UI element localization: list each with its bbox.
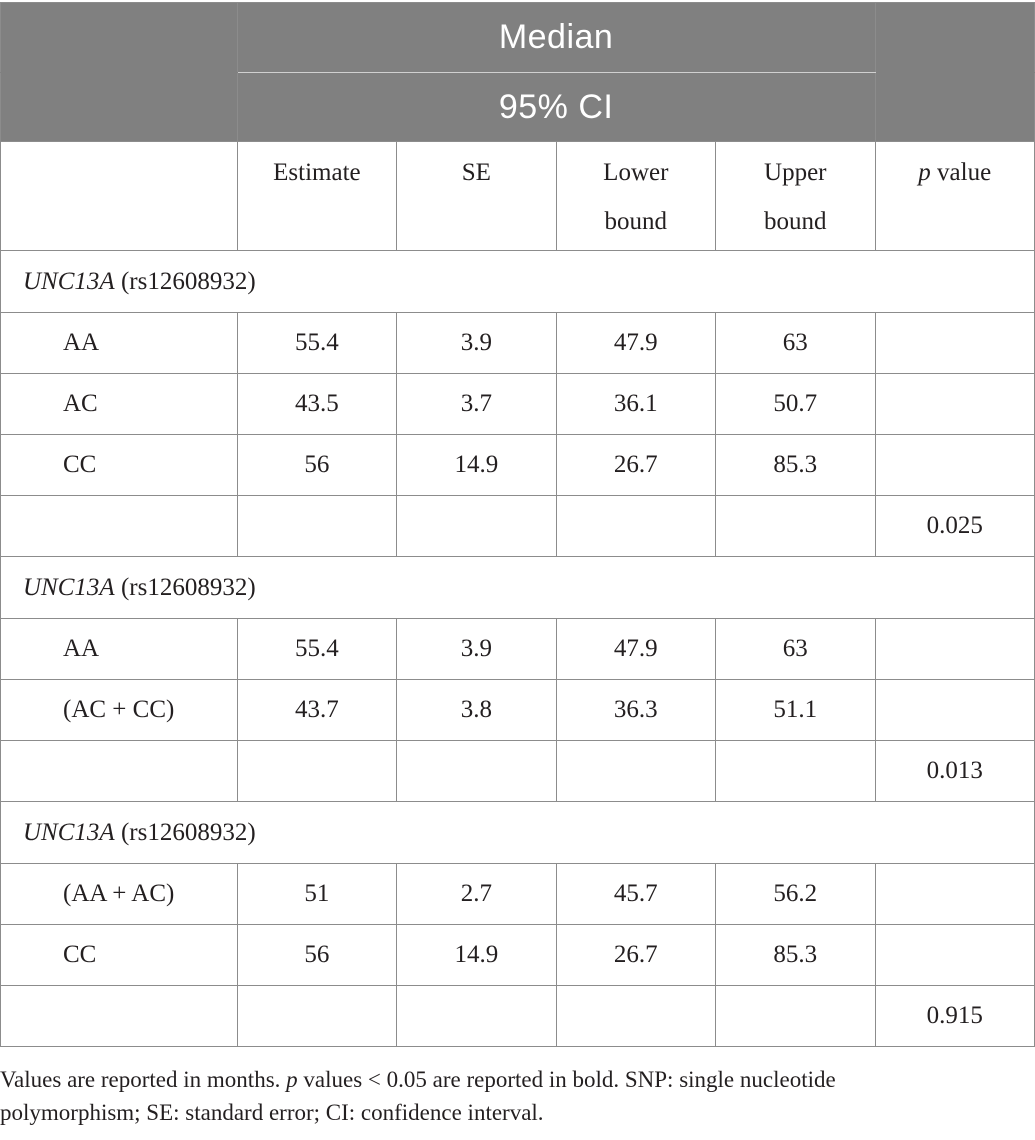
table-row — [1, 374, 1035, 435]
group-label — [1, 557, 1035, 619]
lower-cell: 47.9 — [556, 619, 715, 680]
se-cell: 3.7 — [397, 374, 556, 435]
estimate-cell: 55.4 — [237, 313, 396, 374]
p-value-row — [1, 986, 1035, 1047]
empty-cell — [397, 986, 556, 1047]
column-header-blank — [1, 142, 238, 251]
upper-cell: 63 — [716, 313, 875, 374]
empty-cell — [1, 741, 238, 802]
snp-id: (rs12608932) — [114, 818, 256, 846]
header-blank-right-2 — [875, 73, 1035, 142]
footnote-text: Values are reported in months. — [0, 1067, 287, 1092]
p-cell — [875, 925, 1035, 986]
upper-bound-line2: bound — [764, 208, 827, 235]
p-italic: p — [918, 159, 931, 186]
snp-id: (rs12608932) — [114, 267, 256, 295]
column-header-estimate: Estimate — [237, 142, 396, 251]
p-value: 0.025 — [875, 496, 1035, 557]
footnote-text: values < 0.05 are reported in bold. SNP: single nucleotide — [297, 1067, 836, 1092]
column-header-se: SE — [397, 142, 556, 251]
p-value: 0.915 — [875, 986, 1035, 1047]
group-label — [1, 251, 1035, 313]
header-blank-left — [1, 3, 238, 73]
lower-cell: 26.7 — [556, 435, 715, 496]
empty-cell — [556, 496, 715, 557]
upper-cell: 50.7 — [716, 374, 875, 435]
lower-cell: 45.7 — [556, 864, 715, 925]
upper-cell: 56.2 — [716, 864, 875, 925]
group-row — [1, 557, 1035, 619]
p-cell — [875, 619, 1035, 680]
genotype-label: AA — [1, 619, 238, 680]
empty-cell — [397, 741, 556, 802]
column-header-lower-bound — [556, 142, 715, 251]
se-cell: 14.9 — [397, 925, 556, 986]
upper-cell: 85.3 — [716, 925, 875, 986]
empty-cell — [397, 496, 556, 557]
table-row — [1, 313, 1035, 374]
lower-cell: 36.3 — [556, 680, 715, 741]
se-cell: 2.7 — [397, 864, 556, 925]
genotype-label: AA — [1, 313, 238, 374]
empty-cell — [237, 496, 396, 557]
lower-cell: 36.1 — [556, 374, 715, 435]
p-value-text: value — [930, 159, 992, 186]
table-row — [1, 864, 1035, 925]
group-label — [1, 802, 1035, 864]
estimate-cell: 51 — [237, 864, 396, 925]
genotype-label: (AC + CC) — [1, 680, 238, 741]
estimate-cell: 56 — [237, 925, 396, 986]
p-value-row — [1, 496, 1035, 557]
gene-name: UNC13A — [23, 573, 115, 601]
upper-cell: 63 — [716, 619, 875, 680]
estimate-cell: 43.5 — [237, 374, 396, 435]
genotype-label: CC — [1, 925, 238, 986]
lower-cell: 47.9 — [556, 313, 715, 374]
estimate-cell: 56 — [237, 435, 396, 496]
column-header-row — [1, 142, 1035, 251]
empty-cell — [237, 741, 396, 802]
header-blank-left-2 — [1, 73, 238, 142]
empty-cell — [1, 986, 238, 1047]
header-row-median — [1, 3, 1035, 73]
table-row — [1, 925, 1035, 986]
se-cell: 3.9 — [397, 619, 556, 680]
estimate-cell: 43.7 — [237, 680, 396, 741]
table-footnote — [0, 1063, 1035, 1129]
lower-cell: 26.7 — [556, 925, 715, 986]
p-cell — [875, 680, 1035, 741]
upper-cell: 85.3 — [716, 435, 875, 496]
lower-bound-line2: bound — [604, 208, 668, 235]
header-95-ci: 95% CI — [237, 73, 875, 142]
se-cell: 3.9 — [397, 313, 556, 374]
genotype-label: AC — [1, 374, 238, 435]
empty-cell — [556, 986, 715, 1047]
table-row — [1, 435, 1035, 496]
group-row — [1, 251, 1035, 313]
group-row — [1, 802, 1035, 864]
table-row — [1, 680, 1035, 741]
median-survival-table — [0, 2, 1035, 1047]
empty-cell — [716, 741, 875, 802]
se-cell: 3.8 — [397, 680, 556, 741]
header-row-ci — [1, 73, 1035, 142]
empty-cell — [716, 986, 875, 1047]
p-value: 0.013 — [875, 741, 1035, 802]
genotype-label: (AA + AC) — [1, 864, 238, 925]
footnote-text: polymorphism; SE: standard error; CI: confidence interval. — [0, 1100, 544, 1125]
header-median: Median — [237, 3, 875, 73]
header-blank-right — [875, 3, 1035, 73]
estimate-cell: 55.4 — [237, 619, 396, 680]
gene-name: UNC13A — [23, 267, 115, 295]
footnote-p-italic: p — [286, 1067, 298, 1092]
p-cell — [875, 435, 1035, 496]
table-row — [1, 619, 1035, 680]
empty-cell — [1, 496, 238, 557]
column-header-upper-bound — [716, 142, 875, 251]
p-cell — [875, 374, 1035, 435]
p-cell — [875, 313, 1035, 374]
empty-cell — [237, 986, 396, 1047]
se-cell: 14.9 — [397, 435, 556, 496]
genotype-label: CC — [1, 435, 238, 496]
gene-name: UNC13A — [23, 818, 115, 846]
empty-cell — [716, 496, 875, 557]
upper-cell: 51.1 — [716, 680, 875, 741]
upper-bound-line1: Upper — [764, 159, 827, 186]
lower-bound-line1: Lower — [603, 159, 669, 186]
p-value-row — [1, 741, 1035, 802]
snp-id: (rs12608932) — [114, 573, 256, 601]
empty-cell — [556, 741, 715, 802]
column-header-p-value — [875, 142, 1035, 251]
p-cell — [875, 864, 1035, 925]
